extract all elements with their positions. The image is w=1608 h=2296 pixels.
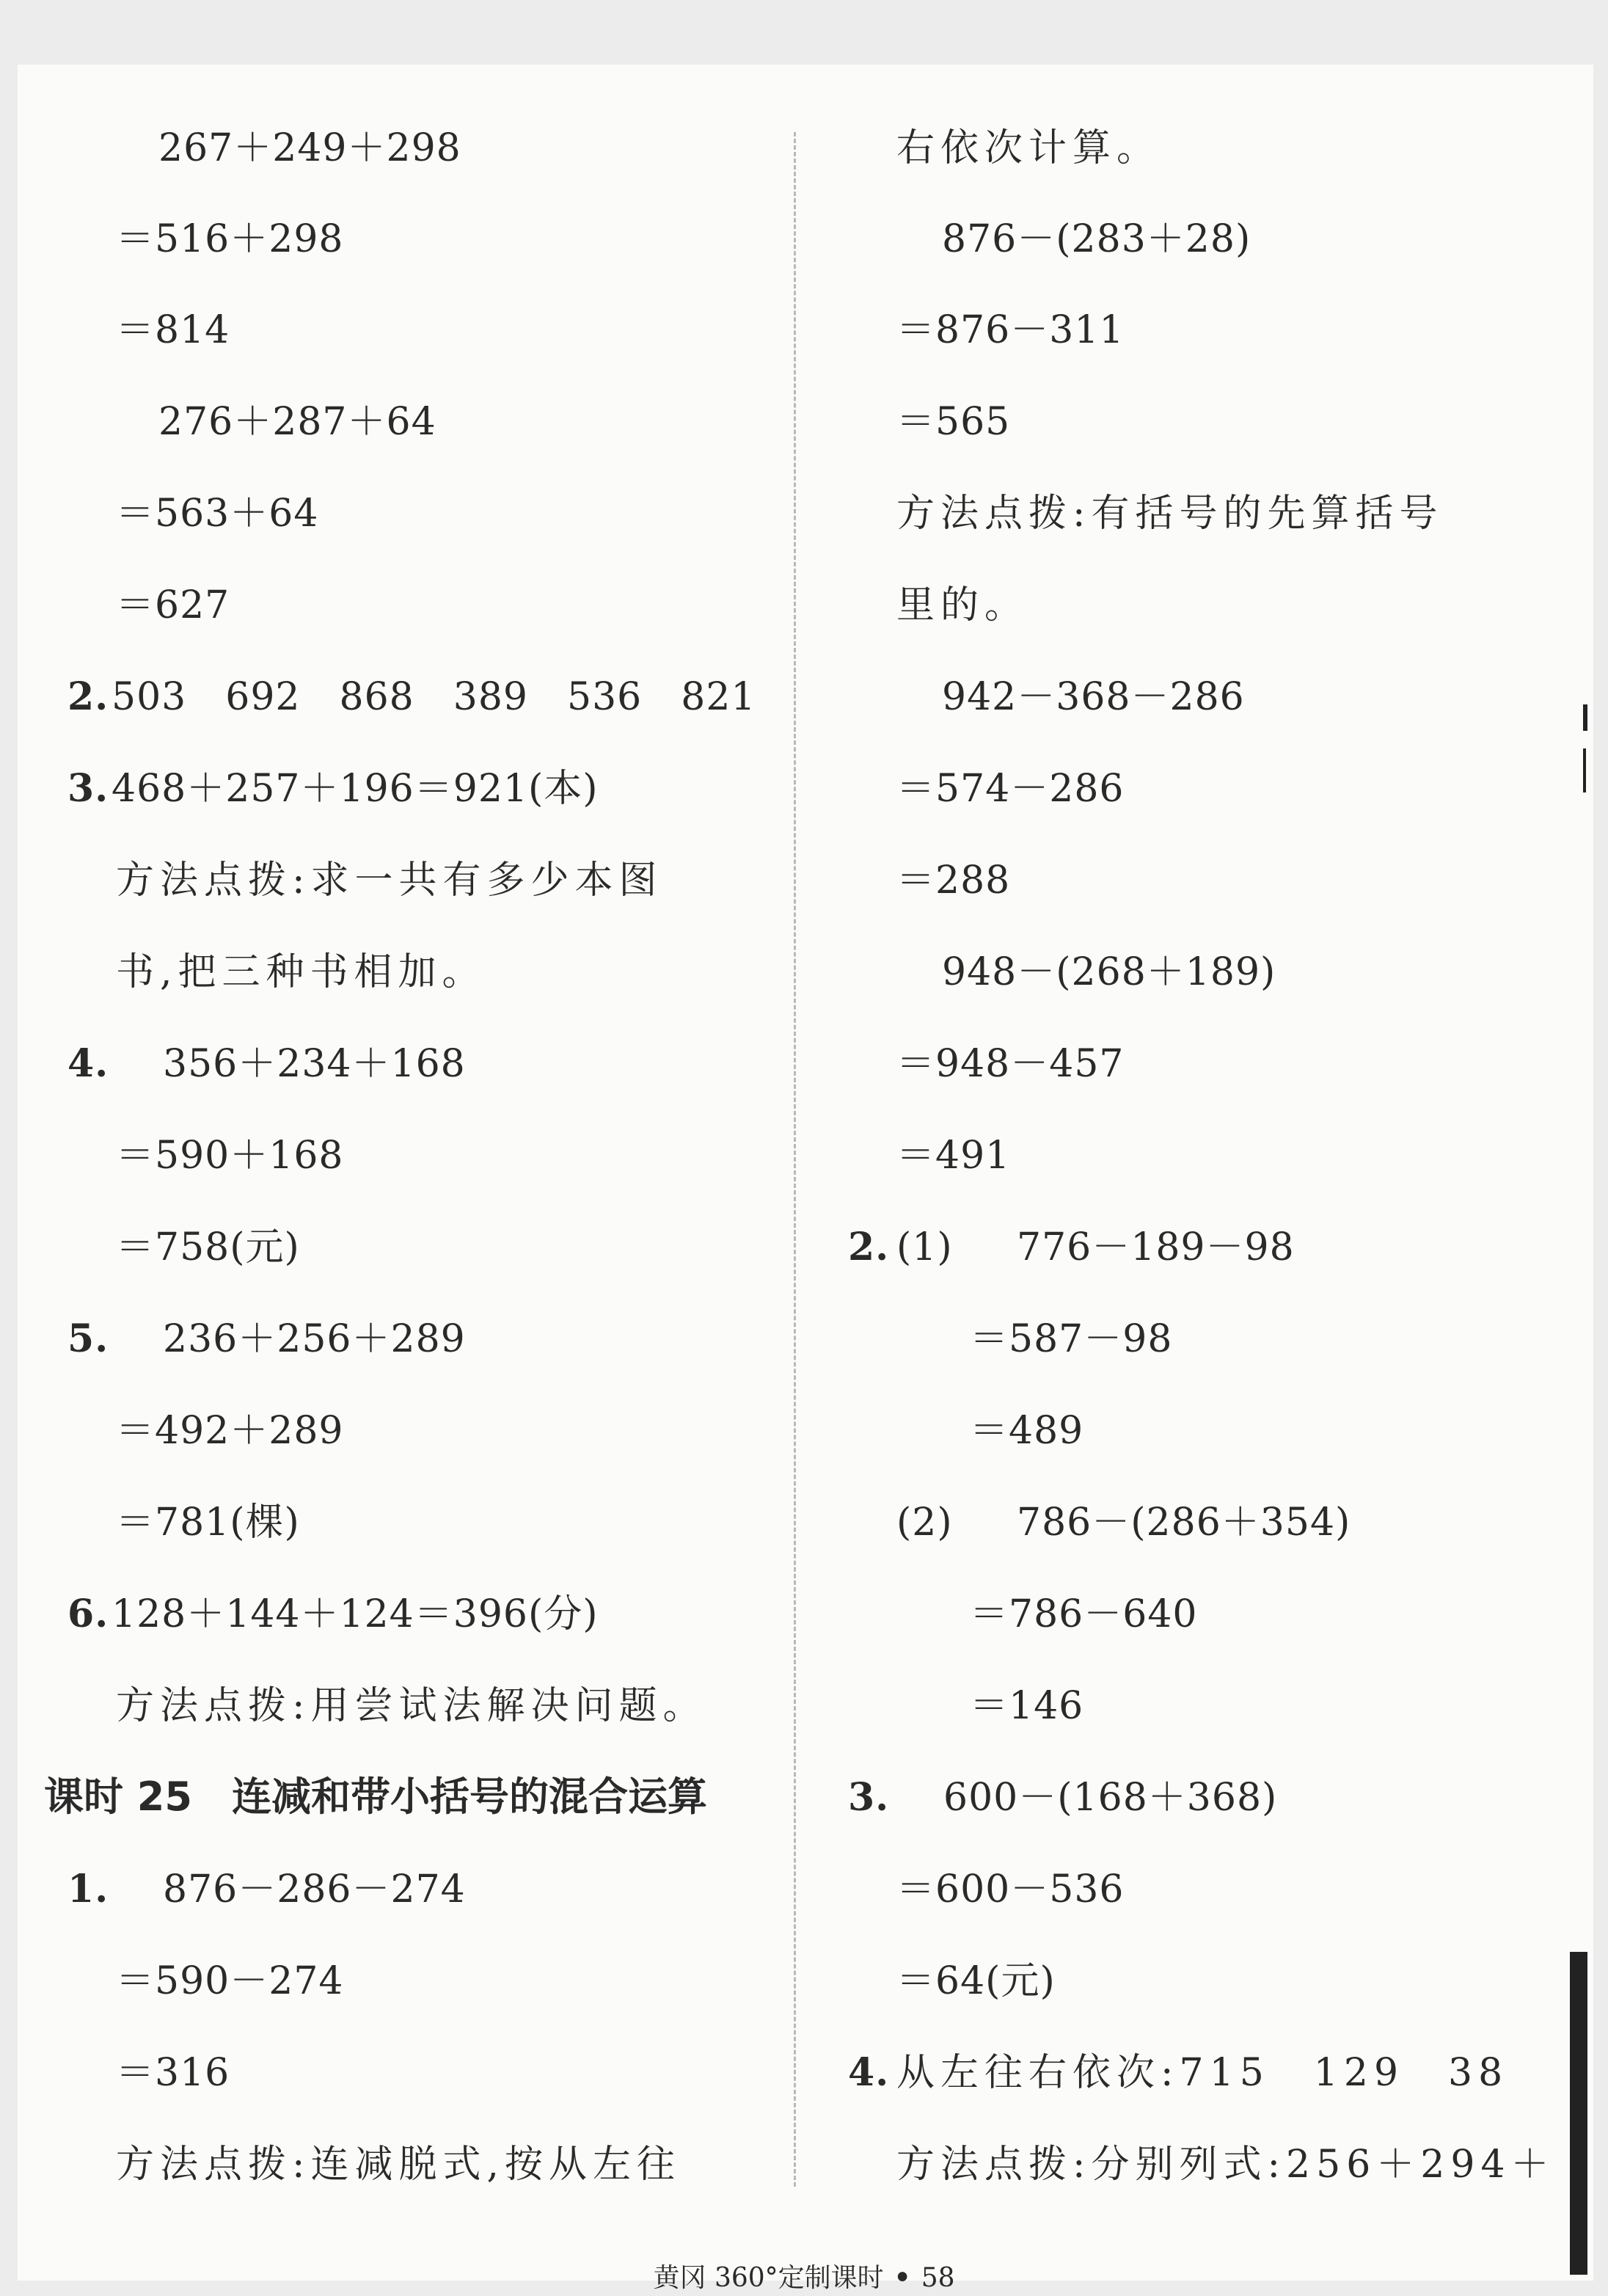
calc-line: 236＋256＋289 (163, 1317, 466, 1361)
method-tip: 书,把三种书相加。 (116, 950, 486, 994)
calc-line: ＝590－274 (116, 1959, 344, 2003)
scan-mark (1583, 704, 1587, 731)
method-tip: 方法点拨:求一共有多少本图 (116, 859, 663, 903)
question-number: 1. (67, 1867, 109, 1911)
calc-line: ＝288 (896, 859, 1011, 903)
calc-line: ＝574－286 (896, 767, 1125, 811)
page-number: 58 (921, 2263, 955, 2293)
bullet-icon: • (893, 2262, 911, 2293)
calc-line: ＝489 (970, 1409, 1084, 1453)
column-divider (794, 132, 796, 2187)
calc-line: ＝64(元) (896, 1959, 1056, 2003)
sub-question-label: (2) (896, 1501, 953, 1545)
calc-line: ＝948－457 (896, 1042, 1125, 1086)
calc-line: ＝491 (896, 1134, 1011, 1178)
question-number: 4. (848, 2050, 890, 2095)
answer-line: 128＋144＋124＝396(分) (112, 1592, 599, 1636)
question-number: 6. (67, 1592, 109, 1636)
calc-line: 276＋287＋64 (158, 400, 436, 444)
calc-line: 267＋249＋298 (158, 126, 461, 170)
calc-line: ＝814 (116, 308, 230, 352)
answer-line: 503 692 868 389 536 821 (112, 675, 756, 719)
calc-line: 876－286－274 (163, 1867, 466, 1911)
calc-line: ＝492＋289 (116, 1409, 344, 1453)
method-tip: 方法点拨:分别列式:256＋294＋ (896, 2143, 1555, 2187)
question-number: 3. (848, 1775, 890, 1820)
answer-line: 从左往右依次:715 129 38 (896, 2051, 1509, 2095)
calc-line: ＝781(棵) (116, 1501, 300, 1545)
binding-edge-shadow (1570, 1952, 1587, 2275)
calc-line: ＝758(元) (116, 1225, 300, 1269)
calc-line: 600－(168＋368) (943, 1776, 1278, 1820)
calc-line: ＝563＋64 (116, 492, 319, 536)
calc-line: ＝587－98 (970, 1317, 1173, 1361)
calc-line: ＝627 (116, 583, 230, 627)
method-tip: 方法点拨:用尝试法解决问题。 (116, 1684, 707, 1728)
question-number: 2. (848, 1225, 890, 1269)
question-number: 5. (67, 1316, 109, 1361)
method-tip: 方法点拨:有括号的先算括号 (896, 492, 1444, 536)
calc-line: ＝590＋168 (116, 1134, 344, 1178)
scan-mark (1583, 748, 1586, 792)
calc-line: ＝600－536 (896, 1867, 1125, 1911)
answer-line: 468＋257＋196＝921(本) (112, 767, 599, 811)
calc-line: ＝146 (970, 1684, 1084, 1728)
calc-line: 786－(286＋354) (1017, 1501, 1351, 1545)
calc-line: ＝316 (116, 2051, 230, 2095)
section-title: 课时 25 连减和带小括号的混合运算 (44, 1774, 707, 1820)
question-number: 2. (67, 674, 109, 719)
method-tip: 右依次计算。 (896, 126, 1161, 170)
calc-line: ＝876－311 (896, 308, 1125, 352)
calc-line: ＝516＋298 (116, 217, 344, 261)
calc-line: 876－(283＋28) (942, 217, 1251, 261)
calc-line: 776－189－98 (1017, 1225, 1295, 1269)
method-tip: 里的。 (896, 583, 1029, 627)
calc-line: ＝786－640 (970, 1592, 1198, 1636)
calc-line: 942－368－286 (942, 675, 1245, 719)
question-number: 4. (67, 1041, 109, 1086)
method-tip: 方法点拨:连减脱式,按从左往 (116, 2143, 681, 2187)
calc-line: 948－(268＋189) (942, 950, 1276, 994)
calc-line: ＝565 (896, 400, 1011, 444)
sub-question-label: (1) (896, 1225, 953, 1269)
footer-brand: 黄冈 360°定制课时 (653, 2263, 884, 2293)
question-number: 3. (67, 766, 109, 811)
page-footer (0, 2262, 1608, 2295)
calc-line: 356＋234＋168 (163, 1042, 466, 1086)
